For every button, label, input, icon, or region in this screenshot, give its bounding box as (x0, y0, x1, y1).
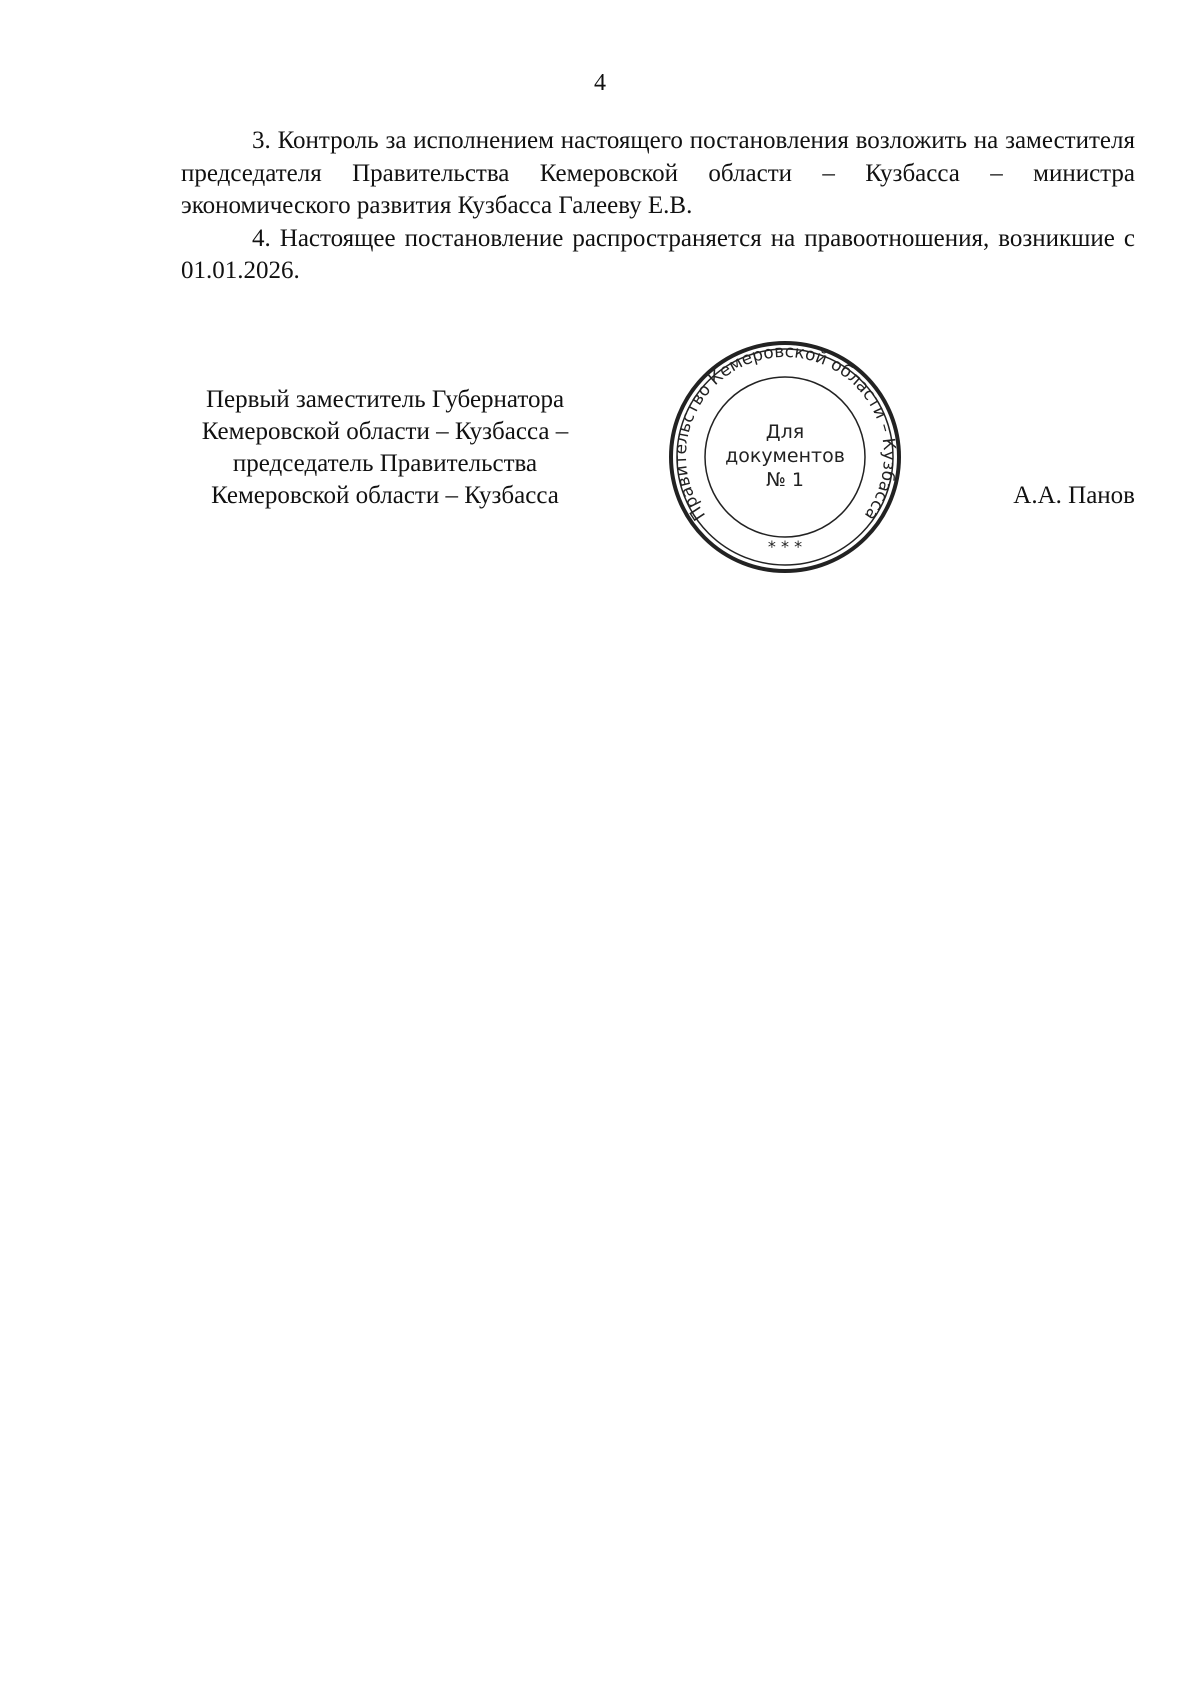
seal-stars: * * * (767, 537, 803, 556)
seal-center-line: Для (765, 421, 805, 443)
official-seal (668, 340, 902, 574)
seal-center-line: № 1 (766, 469, 804, 491)
signatory-title-line: Первый заместитель Губернатора (205, 386, 565, 413)
paragraph-effective-date: 4. Настоящее постановление распространяется на правоотношения, возникшие с 01.01.2026. (181, 224, 1135, 284)
signatory-title-line: Кемеровской области – Кузбасса – (201, 418, 569, 445)
signatory-title-line: председатель Правительства (232, 450, 538, 477)
signatory-title-line: Кемеровской области – Кузбасса (211, 482, 559, 509)
signatory-name: А.А. Панов (1013, 482, 1135, 509)
seal-center-line: документов (725, 445, 845, 467)
document-body (181, 125, 1135, 288)
paragraph-control: 3. Контроль за исполнением настоящего постановления возложить на заместителя председателя Правительства Кемеровской области – Кузбасса – министра экономического развития Кузбасса Галееву Е.В. (181, 127, 1135, 219)
page-number: 4 (594, 70, 606, 96)
seal-ring-text: Правительство Кемеровской области – Кузбасса (670, 341, 900, 525)
signatory-title (150, 384, 620, 512)
seal-graphic (668, 340, 902, 574)
